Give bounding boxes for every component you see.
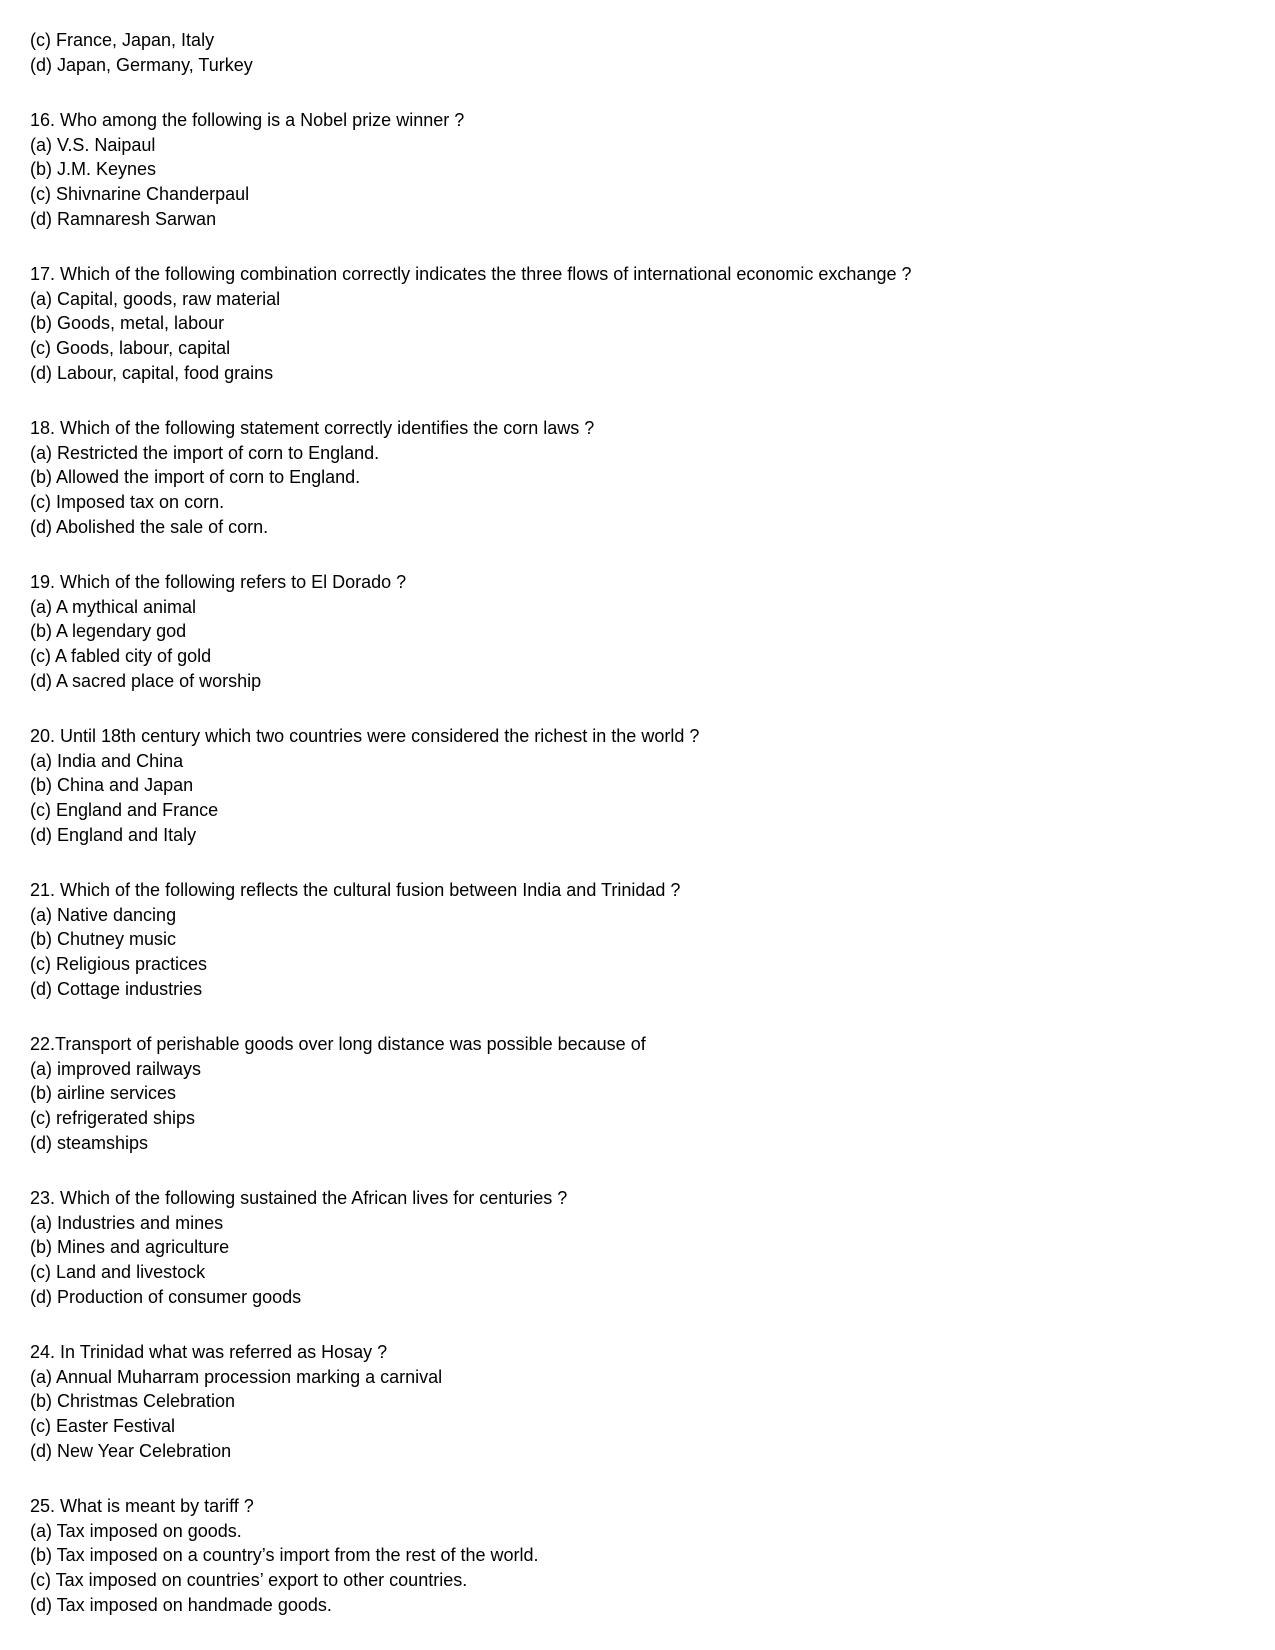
question-text: 16. Who among the following is a Nobel prize winner ? — [30, 109, 465, 130]
option-line: (a) V.S. Naipaul — [30, 134, 156, 155]
option-line: (a) India and China — [30, 750, 184, 771]
option-line: (c) Goods, labour, capital — [30, 338, 231, 359]
question-block-24 — [30, 1340, 1255, 1464]
option-line: (b) airline services — [30, 1083, 177, 1104]
question-block-25 — [30, 1494, 1255, 1618]
question-block-16 — [30, 108, 1255, 232]
option-line: (c) England and France — [30, 800, 219, 821]
option-line: (d) steamships — [30, 1132, 149, 1153]
question-text: 19. Which of the following refers to El Dorado ? — [30, 571, 407, 592]
question-text: 22.Transport of perishable goods over long distance was possible because of — [30, 1034, 646, 1054]
option-line: (b) A legendary god — [30, 621, 187, 642]
option-line: (a) Capital, goods, raw material — [30, 288, 281, 309]
option-line: (d) Japan, Germany, Turkey — [30, 54, 253, 75]
question-text: 20. Until 18th century which two countries were considered the richest in the world ? — [30, 725, 700, 746]
option-line: (c) Easter Festival — [30, 1416, 176, 1437]
option-line: (a) A mythical animal — [30, 596, 197, 617]
option-line: (d) Cottage industries — [30, 978, 203, 999]
option-line: (c) Land and livestock — [30, 1262, 206, 1283]
option-line: (c) Imposed tax on corn. — [30, 492, 225, 513]
option-line: (c) Religious practices — [30, 954, 208, 975]
option-line: (a) Tax imposed on goods. — [30, 1520, 242, 1541]
option-line: (c) refrigerated ships — [30, 1108, 196, 1129]
question-block-23 — [30, 1186, 1255, 1310]
question-block-17 — [30, 262, 1255, 386]
question-text: 25. What is meant by tariff ? — [30, 1496, 254, 1517]
option-line: (a) improved railways — [30, 1058, 202, 1079]
option-line: (b) Goods, metal, labour — [30, 313, 225, 334]
question-text: 17. Which of the following combination correctly indicates the three flows of international economic exchange ? — [30, 263, 912, 284]
option-line: (b) J.M. Keynes — [30, 159, 157, 180]
option-line: (b) Mines and agriculture — [30, 1237, 230, 1258]
option-line: (b) Chutney music — [30, 929, 177, 950]
option-line: (d) New Year Celebration — [30, 1440, 232, 1461]
option-line: (d) Tax imposed on handmade goods. — [30, 1594, 332, 1615]
option-line: (c) Shivnarine Chanderpaul — [30, 184, 250, 205]
question-block-21 — [30, 878, 1255, 1002]
question-text: 21. Which of the following reflects the cultural fusion between India and Trinidad ? — [30, 879, 681, 900]
option-line: (b) Christmas Celebration — [30, 1391, 236, 1412]
question-block-19 — [30, 570, 1255, 694]
question-block-20 — [30, 724, 1255, 848]
option-line: (c) Tax imposed on countries’ export to other countries. — [30, 1570, 468, 1591]
question-text: 24. In Trinidad what was referred as Hosay ? — [30, 1342, 388, 1363]
option-line: (d) England and Italy — [30, 824, 197, 845]
question-block-18 — [30, 416, 1255, 540]
question-block-22 — [30, 1032, 1255, 1156]
option-line: (c) A fabled city of gold — [30, 646, 212, 667]
question-text: 23. Which of the following sustained the African lives for centuries ? — [30, 1188, 568, 1209]
option-line: (d) A sacred place of worship — [30, 670, 262, 691]
option-line: (c) France, Japan, Italy — [30, 30, 215, 50]
option-line: (a) Restricted the import of corn to England. — [30, 442, 380, 463]
question-text: 18. Which of the following statement correctly identifies the corn laws ? — [30, 417, 595, 438]
option-line: (d) Labour, capital, food grains — [30, 362, 274, 383]
option-line: (a) Industries and mines — [30, 1212, 224, 1233]
option-line: (b) Allowed the import of corn to England. — [30, 467, 361, 488]
option-line: (d) Abolished the sale of corn. — [30, 516, 269, 537]
option-line: (d) Production of consumer goods — [30, 1286, 302, 1307]
option-line: (a) Annual Muharram procession marking a carnival — [30, 1366, 443, 1387]
option-line: (a) Native dancing — [30, 904, 177, 925]
option-line: (b) Tax imposed on a country’s import from the rest of the world. — [30, 1545, 539, 1566]
option-line: (b) China and Japan — [30, 775, 194, 796]
option-line: (d) Ramnaresh Sarwan — [30, 208, 217, 229]
prev-question-options — [30, 28, 1255, 77]
